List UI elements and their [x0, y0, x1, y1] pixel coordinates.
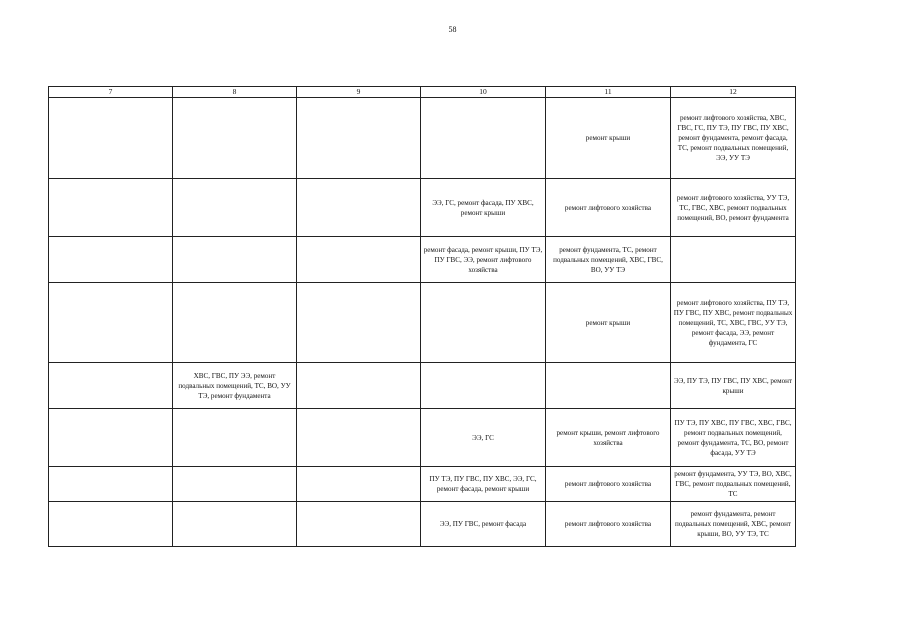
- table-cell: [173, 98, 297, 179]
- table-cell: ремонт крыши, ремонт лифтового хозяйства: [546, 409, 671, 467]
- table-cell: ремонт лифтового хозяйства, УУ ТЭ, ТС, ГВС, ХВС, ремонт подвальных помещений, ВО, ремонт фундамента: [671, 179, 796, 237]
- table-cell: ПУ ТЭ, ПУ ГВС, ПУ ХВС, ЭЭ, ГС, ремонт фасада, ремонт крыши: [421, 467, 546, 502]
- table-cell: [49, 502, 173, 547]
- table-cell: [671, 237, 796, 283]
- table-cell: [297, 283, 421, 363]
- table-cell: [297, 179, 421, 237]
- table-cell: ремонт крыши: [546, 98, 671, 179]
- table-cell: [297, 409, 421, 467]
- table-cell: [173, 237, 297, 283]
- table-cell: [421, 363, 546, 409]
- table-row: [49, 467, 796, 502]
- table-cell: [49, 98, 173, 179]
- table-row: [49, 363, 796, 409]
- table-cell: [297, 237, 421, 283]
- table-cell: ЭЭ, ПУ ТЭ, ПУ ГВС, ПУ ХВС, ремонт крыши: [671, 363, 796, 409]
- table-cell: [297, 502, 421, 547]
- table-cell: ремонт лифтового хозяйства: [546, 502, 671, 547]
- table-cell: ремонт фундамента, УУ ТЭ, ВО, ХВС, ГВС, ремонт подвальных помещений, ТС: [671, 467, 796, 502]
- works-schedule-table: [48, 86, 796, 547]
- table-row: [49, 283, 796, 363]
- column-header-8: 8: [173, 87, 297, 98]
- table-cell: [173, 409, 297, 467]
- table-cell: [49, 283, 173, 363]
- page-number: 58: [448, 25, 457, 34]
- table-cell: ЭЭ, ГС: [421, 409, 546, 467]
- table-cell: [421, 283, 546, 363]
- table-cell: [173, 283, 297, 363]
- table-cell: [173, 467, 297, 502]
- table-row: [49, 237, 796, 283]
- table-cell: [49, 467, 173, 502]
- table-cell: [49, 409, 173, 467]
- table-row: [49, 409, 796, 467]
- table-cell: ремонт лифтового хозяйства: [546, 467, 671, 502]
- column-header-10: 10: [421, 87, 546, 98]
- table-cell: [49, 237, 173, 283]
- table-cell: ЭЭ, ПУ ГВС, ремонт фасада: [421, 502, 546, 547]
- table-row: [49, 98, 796, 179]
- table-cell: [173, 179, 297, 237]
- table-cell: ремонт фундамента, ремонт подвальных помещений, ХВС, ремонт крыши, ВО, УУ ТЭ, ТС: [671, 502, 796, 547]
- column-header-11: 11: [546, 87, 671, 98]
- table-cell: ремонт крыши: [546, 283, 671, 363]
- table-cell: ремонт фасада, ремонт крыши, ПУ ТЭ, ПУ ГВС, ЭЭ, ремонт лифтового хозяйства: [421, 237, 546, 283]
- table-row: [49, 179, 796, 237]
- column-header-9: 9: [297, 87, 421, 98]
- table-cell: [297, 98, 421, 179]
- header-row: [49, 87, 796, 98]
- table-cell: [297, 363, 421, 409]
- column-header-7: 7: [49, 87, 173, 98]
- table-cell: ремонт лифтового хозяйства, ХВС, ГВС, ГС, ПУ ТЭ, ПУ ГВС, ПУ ХВС, ремонт фундамента, ремонт фасада, ТС, ремонт подвальных помещений, ЭЭ, УУ ТЭ: [671, 98, 796, 179]
- table-cell: [49, 363, 173, 409]
- table-cell: ХВС, ГВС, ПУ ЭЭ, ремонт подвальных помещений, ТС, ВО, УУ ТЭ, ремонт фундамента: [173, 363, 297, 409]
- table-cell: ремонт лифтового хозяйства: [546, 179, 671, 237]
- table-cell: [546, 363, 671, 409]
- table-cell: ПУ ТЭ, ПУ ХВС, ПУ ГВС, ХВС, ГВС, ремонт подвальных помещений, ремонт фундамента, ТС, ВО, ремонт фасада, УУ ТЭ: [671, 409, 796, 467]
- table-cell: ремонт лифтового хозяйства, ПУ ТЭ, ПУ ГВС, ПУ ХВС, ремонт подвальных помещений, ТС, ХВС, ГВС, УУ ТЭ, ремонт фасада, ЭЭ, ремонт фундамента, ГС: [671, 283, 796, 363]
- table-cell: [49, 179, 173, 237]
- table-cell: [173, 502, 297, 547]
- table-cell: ЭЭ, ГС, ремонт фасада, ПУ ХВС, ремонт крыши: [421, 179, 546, 237]
- table-cell: [297, 467, 421, 502]
- table-cell: [421, 98, 546, 179]
- column-header-12: 12: [671, 87, 796, 98]
- table-cell: ремонт фундамента, ТС, ремонт подвальных помещений, ХВС, ГВС, ВО, УУ ТЭ: [546, 237, 671, 283]
- table-row: [49, 502, 796, 547]
